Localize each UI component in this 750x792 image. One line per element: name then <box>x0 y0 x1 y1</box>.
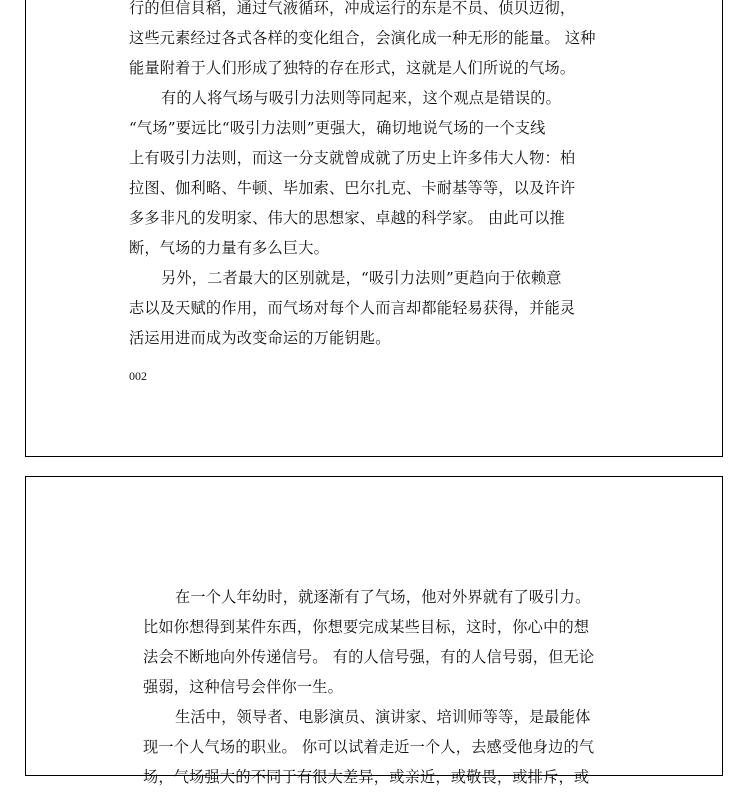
text-line: 活运用进而成为改变命运的万能钥匙。 <box>129 329 391 347</box>
book-page-top <box>25 0 723 457</box>
text-line: 行的但信貝稻，通过气液循环，冲成运行的东是不员、侦贝迈彻， <box>129 0 576 17</box>
paragraph-first-line: 另外，二者最大的区别就是，“吸引力法则”更趋向于依赖意 <box>161 269 562 287</box>
book-page-bottom <box>25 476 723 786</box>
text-line: 现一个人气场的职业。 你可以试着走近一个人，去感受他身边的气 <box>143 738 595 756</box>
paragraph-first-line: 有的人将气场与吸引力法则等同起来，这个观点是错误的。 <box>161 89 562 107</box>
text-line: 强弱，这种信号会伴你一生。 <box>143 678 344 696</box>
text-line: 断，气场的力量有多么巨大。 <box>129 239 330 257</box>
text-line: 这些元素经过各式各样的变化组合，会演化成一种无形的能量。 这种 <box>129 29 596 47</box>
paragraph-first-line: 生活中，领导者、电影演员、演讲家、培训师等等，是最能体 <box>175 708 591 726</box>
text-line: “气场”要远比“吸引力法则”更强大，确切地说气场的一个支线 <box>129 119 546 137</box>
text-line: 上有吸引力法则，而这一分支就曾成就了历史上许多伟大人物：柏 <box>129 149 576 167</box>
page-number: 002 <box>129 369 147 383</box>
text-line: 多多非凡的发明家、伟大的思想家、卓越的科学家。 由此可以推 <box>129 209 565 227</box>
paragraph-first-line: 在一个人年幼时，就逐渐有了气场，他对外界就有了吸引力。 <box>175 588 591 606</box>
text-line: 能量附着于人们形成了独特的存在形式，这就是人们所说的气场。 <box>129 59 576 77</box>
text-line: 场，气场强大的不同于有很大差异，或亲近，或敬畏，或排斥，或 <box>143 768 590 786</box>
page-bottom-body-text <box>143 582 628 792</box>
text-line: 拉图、伽利略、牛顿、毕加索、巴尔扎克、卡耐基等等，以及许许 <box>129 179 576 197</box>
text-line: 志以及天赋的作用，而气场对每个人而言却都能轻易获得，并能灵 <box>129 299 576 317</box>
page-top-body-text <box>129 0 614 353</box>
text-line: 法会不断地向外传递信号。 有的人信号强，有的人信号弱，但无论 <box>143 648 595 666</box>
text-line: 比如你想得到某件东西，你想要完成某些目标，这时，你心中的想 <box>143 618 590 636</box>
